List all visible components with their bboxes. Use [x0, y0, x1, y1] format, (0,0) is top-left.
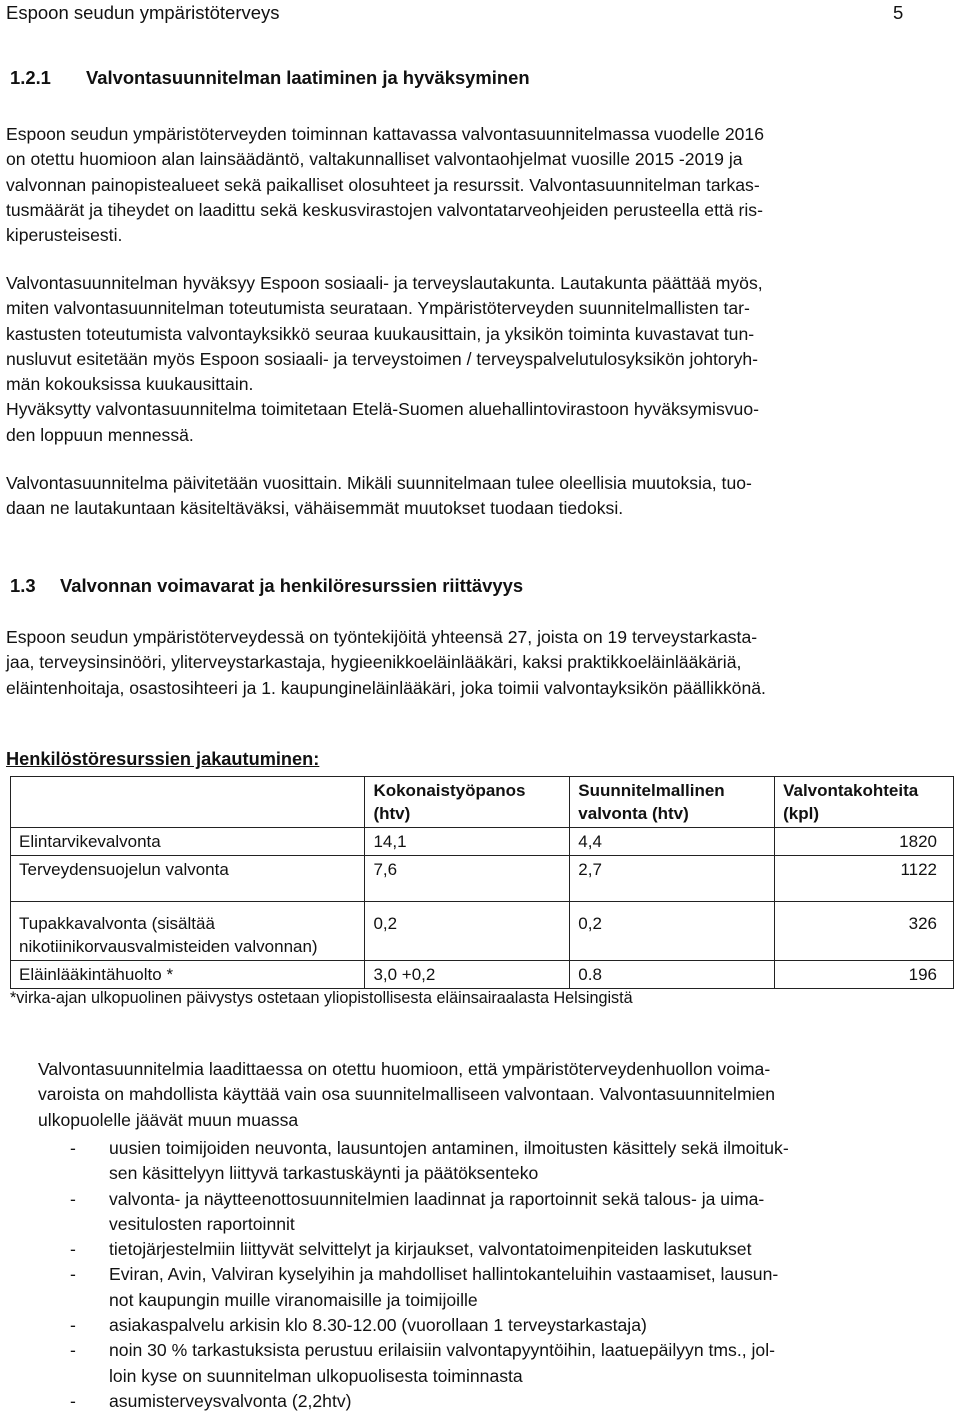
resource-table — [10, 776, 954, 989]
table-header-cell: Kokonaistyöpanos (htv) — [365, 777, 570, 828]
list-item-text: tietojärjestelmiin liittyvät selvittelyt ja kirjaukset, valvontatoimenpiteiden laskutukset — [109, 1239, 752, 1260]
table-cell: Terveydensuojelun valvonta — [11, 856, 365, 902]
table-cell: 4,4 — [570, 828, 775, 856]
table-cell: 7,6 — [365, 856, 570, 902]
table-header-cell: Valvontakohteita (kpl) — [775, 777, 954, 828]
table-header-cell: Suunnitelmallinen valvonta (htv) — [570, 777, 775, 828]
list-item-text: asumisterveysvalvonta (2,2htv) — [109, 1390, 352, 1411]
paragraph-outside-plan — [38, 1057, 775, 1133]
section-number: 1.3 — [10, 575, 36, 596]
text-line: kastusten toteutumista valvontayksikkö seuraa kuukausittain, ja yksikön toiminta kuvastavat tun- — [6, 323, 755, 344]
table-cell: Eläinlääkintähuolto * — [11, 961, 365, 989]
page-number: 5 — [893, 2, 904, 23]
table-cell: 196 — [775, 961, 954, 989]
text-line: den loppuun mennessä. — [6, 424, 194, 445]
list-item — [38, 1338, 789, 1389]
table-row — [11, 856, 954, 902]
table-cell: 0.8 — [570, 961, 775, 989]
outside-plan-list — [38, 1136, 789, 1414]
text-line: Valvontasuunnitelmia laadittaessa on otettu huomioon, että ympäristöterveydenhuollon voima- — [38, 1059, 771, 1079]
table-row — [11, 902, 954, 961]
table-cell: 0,2 — [365, 902, 570, 961]
text-line: Espoon seudun ympäristöterveydessä on työntekijöitä yhteensä 27, joista on 19 terveystarkasta- — [6, 627, 758, 647]
table-cell: 2,7 — [570, 856, 775, 902]
dash-bullet: - — [70, 1390, 76, 1411]
list-item — [38, 1136, 789, 1187]
dash-bullet: - — [70, 1239, 76, 1260]
table-row — [11, 828, 954, 856]
text-line: Espoon seudun ympäristöterveyden toiminnan kattavassa valvontasuunnitelmassa vuodelle 2016 — [6, 124, 764, 144]
paragraph-staff — [6, 625, 766, 701]
text-line: ulkopuolelle jäävät muun muassa — [38, 1109, 299, 1130]
section-title: Valvontasuunnitelman laatiminen ja hyväksyminen — [86, 67, 530, 88]
table-header-cell — [11, 777, 365, 828]
list-item — [38, 1187, 789, 1238]
list-item-text: uusien toimijoiden neuvonta, lausuntojen antaminen, ilmoitusten käsittely sekä ilmoituk- sen käsittelyyn liittyvä tarkastuskäynti ja päätöksenteko — [109, 1138, 789, 1184]
text-line: kiperusteisesti. — [6, 225, 123, 246]
table-title: Henkilöstöresurssien jakautuminen: — [6, 749, 320, 769]
table-footnote: *virka-ajan ulkopuolinen päivystys ostetaan yliopistollisesta eläinsairaalasta Helsingistä — [10, 989, 633, 1007]
text-line: Valvontasuunnitelman hyväksyy Espoon sosiaali- ja terveyslautakunta. Lautakunta päättää myös, — [6, 273, 763, 293]
text-line: on otettu huomioon alan lainsäädäntö, valtakunnalliset valvontaohjelmat vuosille 2015 -2019 ja — [6, 149, 743, 170]
table-header-row — [11, 777, 954, 828]
table-cell: Tupakkavalvonta (sisältää nikotiinikorvausvalmisteiden valvonnan) — [11, 902, 365, 961]
table-cell: 14,1 — [365, 828, 570, 856]
text-line: Hyväksytty valvontasuunnitelma toimitetaan Etelä-Suomen aluehallintovirastoon hyväksymisvuo- — [6, 399, 759, 420]
table-cell: 326 — [775, 902, 954, 961]
section-title: Valvonnan voimavarat ja henkilöresurssien riittävyys — [60, 575, 524, 596]
text-line: jaa, terveysinsinööri, yliterveystarkastaja, hygieenikkoeläinlääkäri, kaksi praktikkoeläinlääkäriä, — [6, 652, 742, 673]
text-line: miten valvontasuunnitelman toteutumista seurataan. Ympäristöterveyden suunnitelmallisten tar- — [6, 298, 750, 319]
text-line: valvonnan painopistealueet sekä paikalliset olosuhteet ja resurssit. Valvontasuunnitelman tarkas- — [6, 174, 760, 195]
list-item — [38, 1389, 789, 1414]
table-cell: 3,0 +0,2 — [365, 961, 570, 989]
dash-bullet: - — [70, 1264, 76, 1285]
section-heading-1-3 — [10, 575, 523, 597]
list-item-text: asiakaspalvelu arkisin klo 8.30-12.00 (vuorollaan 1 terveystarkastaja) — [109, 1315, 647, 1336]
list-item-text: Eviran, Avin, Valviran kyselyihin ja mahdolliset hallintokanteluihin vastaamiset, lausun- not kaupungin muille viranomaisille ja toimijoille — [109, 1264, 779, 1310]
paragraph-plan-preparation — [6, 122, 764, 248]
list-item-text: valvonta- ja näytteenottosuunnitelmien laadinnat ja raportoinnit sekä talous- ja uima- vesitulosten raportoinnit — [109, 1188, 765, 1234]
dash-bullet: - — [70, 1138, 76, 1158]
page-header-title: Espoon seudun ympäristöterveys — [6, 2, 280, 23]
section-heading-1-2-1 — [10, 67, 530, 89]
paragraph-plan-approval — [6, 271, 763, 448]
paragraph-plan-update — [6, 471, 752, 522]
dash-bullet: - — [70, 1315, 76, 1336]
table-cell: 1122 — [775, 856, 954, 902]
list-item — [38, 1262, 789, 1313]
text-line: daan ne lautakuntaan käsiteltäväksi, vähäisemmät muutokset tuodaan tiedoksi. — [6, 498, 624, 519]
text-line: varoista on mahdollista käyttää vain osa suunnitelmalliseen valvontaan. Valvontasuunnitelmien — [38, 1084, 776, 1105]
table-cell: Elintarvikevalvonta — [11, 828, 365, 856]
list-item — [38, 1237, 789, 1262]
table-row — [11, 961, 954, 989]
text-line: Valvontasuunnitelma päivitetään vuosittain. Mikäli suunnitelmaan tulee oleellisia muutoksia, tuo- — [6, 473, 752, 493]
list-item-text: noin 30 % tarkastuksista perustuu erilaisiin valvontapyyntöihin, laatuepäilyyn tms., jol- loin kyse on suunnitelman ulkopuolisesta toiminnasta — [109, 1340, 775, 1386]
list-item — [38, 1313, 789, 1338]
text-line: nusluvut esitetään myös Espoon sosiaali- ja terveystoimen / terveyspalvelutulosyksikön johtoryh- — [6, 348, 759, 369]
table-cell: 1820 — [775, 828, 954, 856]
text-line: eläintenhoitaja, osastosihteeri ja 1. kaupungineläinlääkäri, joka toimii valvontayksikön päällikkönä. — [6, 677, 766, 698]
dash-bullet: - — [70, 1188, 76, 1209]
table-cell: 0,2 — [570, 902, 775, 961]
text-line: män kokouksissa kuukausittain. — [6, 374, 254, 395]
text-line: tusmäärät ja tiheydet on laadittu sekä keskusvirastojen valvontatarveohjeiden perusteella että ris- — [6, 199, 763, 220]
section-number: 1.2.1 — [10, 67, 51, 88]
dash-bullet: - — [70, 1340, 76, 1361]
